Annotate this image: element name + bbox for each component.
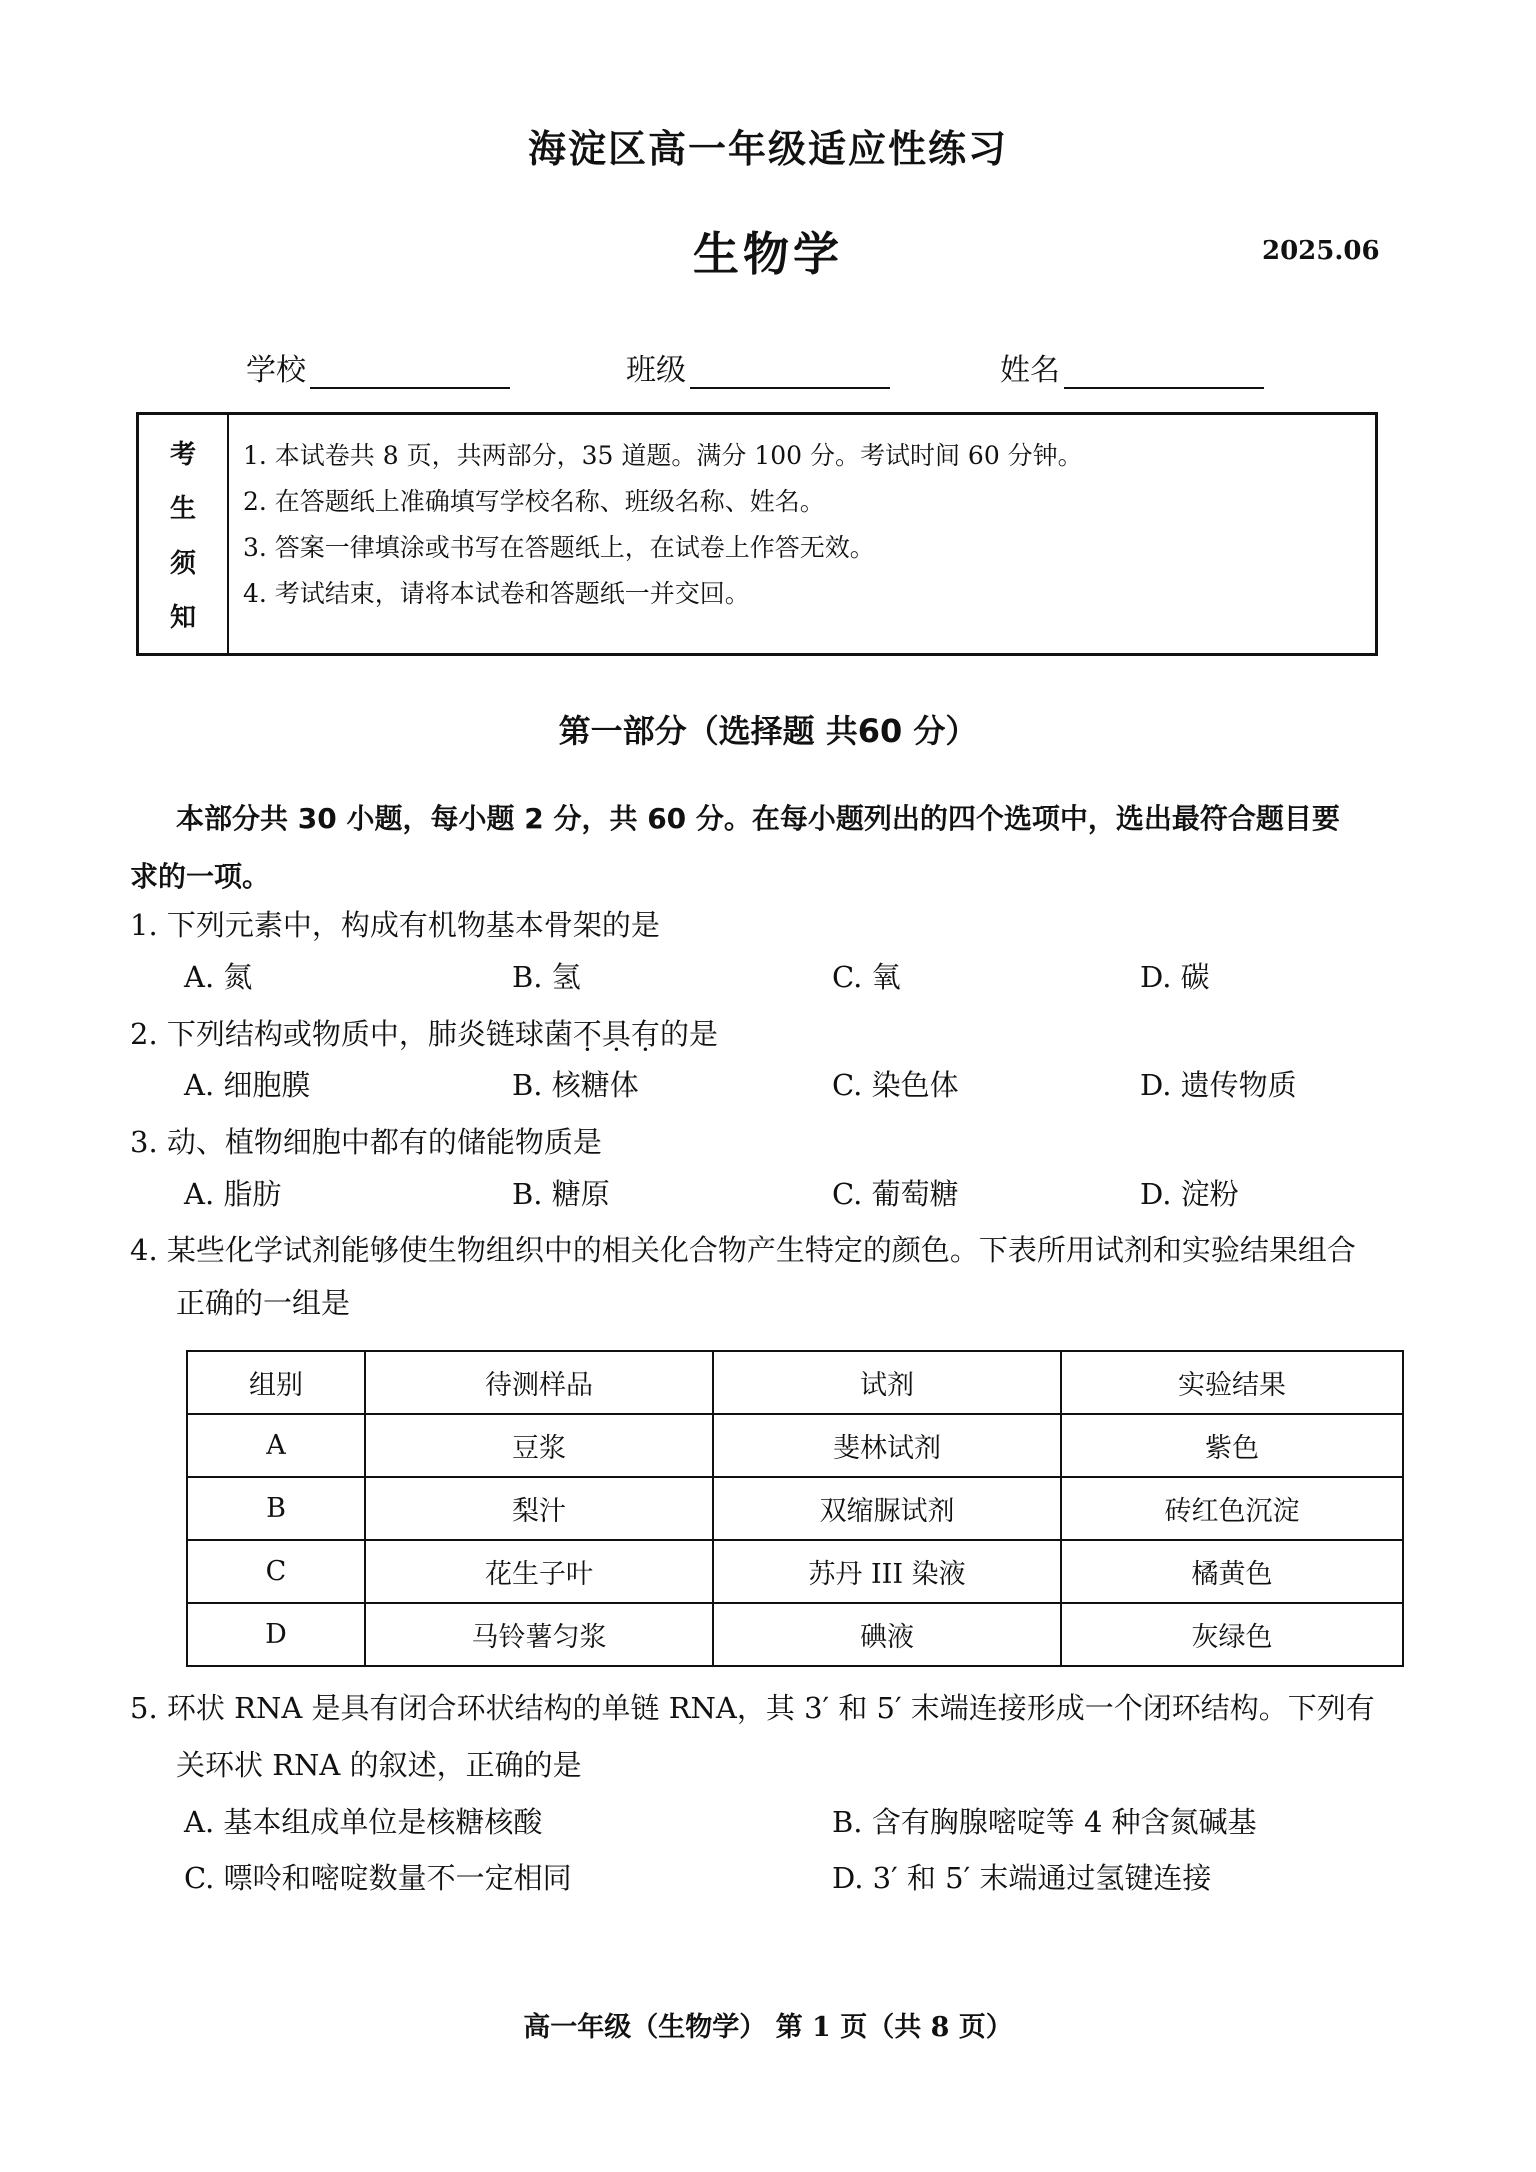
- table-cell: 苏丹 III 染液: [713, 1540, 1061, 1603]
- exam-title: 海淀区高一年级适应性练习: [527, 126, 1008, 171]
- q3-option-a[interactable]: A. 脂肪: [184, 1177, 282, 1211]
- table-cell: 豆浆: [365, 1414, 713, 1477]
- school-label: 学校: [246, 353, 306, 388]
- table-header-cell: 实验结果: [1061, 1351, 1403, 1414]
- question-1-stem: 1. 下列元素中，构成有机物基本骨架的是: [130, 908, 660, 942]
- table-cell: 双缩脲试剂: [713, 1477, 1061, 1540]
- q1-option-c[interactable]: C. 氧: [832, 960, 901, 994]
- table-cell: 砖红色沉淀: [1061, 1477, 1403, 1540]
- intro-line-2: 求的一项。: [130, 860, 271, 893]
- q5-option-a[interactable]: A. 基本组成单位是核糖核酸: [184, 1805, 543, 1839]
- q1-option-a[interactable]: A. 氮: [184, 960, 253, 994]
- notice-item: 1. 本试卷共 8 页，共两部分，35 道题。满分 100 分。考试时间 60 分钟。: [243, 441, 1083, 470]
- notice-item: 3. 答案一律填涂或书写在答题纸上，在试卷上作答无效。: [243, 533, 875, 562]
- q2-emphasis-char: 不: [572, 1017, 602, 1051]
- table-cell: D: [187, 1603, 365, 1666]
- school-blank[interactable]: [310, 357, 510, 389]
- class-blank[interactable]: [690, 357, 890, 389]
- table-cell: B: [187, 1477, 365, 1540]
- class-field[interactable]: [626, 345, 890, 389]
- q3-option-c[interactable]: C. 葡萄糖: [832, 1177, 959, 1211]
- section-intro: [130, 790, 1406, 906]
- q3-option-b[interactable]: B. 糖原: [512, 1177, 610, 1211]
- q5-stem-line-2: 关环状 RNA 的叙述，正确的是: [176, 1748, 582, 1782]
- question-5-stem: [130, 1686, 1420, 1784]
- subject-title: 生物学: [693, 227, 843, 281]
- table-cell: 紫色: [1061, 1414, 1403, 1477]
- table-cell: 花生子叶: [365, 1540, 713, 1603]
- notice-head-char: 知: [169, 603, 196, 634]
- name-label: 姓名: [1000, 353, 1060, 388]
- table-cell: 马铃薯匀浆: [365, 1603, 713, 1666]
- q2-option-c[interactable]: C. 染色体: [832, 1068, 959, 1102]
- table-header-row: [187, 1351, 1403, 1414]
- page-footer: 高一年级（生物学） 第 1 页（共 8 页）: [523, 2012, 1013, 2043]
- q4-stem-line-1: 4. 某些化学试剂能够使生物组织中的相关化合物产生特定的颜色。下表所用试剂和实验结果组合: [130, 1233, 1356, 1267]
- table-cell: 斐林试剂: [713, 1414, 1061, 1477]
- table-row: [187, 1477, 1403, 1540]
- notice-head-char: 生: [169, 494, 196, 525]
- name-field[interactable]: [1000, 345, 1264, 389]
- q5-option-b[interactable]: B. 含有胸腺嘧啶等 4 种含氮碱基: [832, 1805, 1257, 1839]
- q2-stem-pre: 2. 下列结构或物质中，肺炎链球菌: [130, 1017, 573, 1051]
- q4-stem-line-2: 正确的一组是: [176, 1286, 351, 1320]
- q2-stem-post: 的是: [659, 1017, 718, 1051]
- q3-option-d[interactable]: D. 淀粉: [1140, 1177, 1239, 1211]
- table-row: [187, 1603, 1403, 1666]
- table-row: [187, 1540, 1403, 1603]
- table-header-cell: 组别: [187, 1351, 365, 1414]
- question-3-stem: 3. 动、植物细胞中都有的储能物质是: [130, 1125, 602, 1159]
- table-cell: 碘液: [713, 1603, 1061, 1666]
- notice-list: [229, 415, 1083, 653]
- table-cell: C: [187, 1540, 365, 1603]
- exam-date: 2025.06: [1262, 236, 1380, 266]
- table-cell: 橘黄色: [1061, 1540, 1403, 1603]
- class-label: 班级: [626, 353, 686, 388]
- q2-emphasis-char: 具: [601, 1017, 631, 1051]
- exam-notice-box: [136, 412, 1378, 656]
- table-header-cell: 待测样品: [365, 1351, 713, 1414]
- table-row: [187, 1414, 1403, 1477]
- notice-head-char: 须: [169, 548, 196, 579]
- q2-option-d[interactable]: D. 遗传物质: [1140, 1068, 1297, 1102]
- notice-item: 4. 考试结束，请将本试卷和答题纸一并交回。: [243, 579, 750, 608]
- experiment-table: [186, 1350, 1404, 1667]
- q5-option-d[interactable]: D. 3′ 和 5′ 末端通过氢键连接: [832, 1861, 1212, 1895]
- notice-head-char: 考: [169, 439, 196, 470]
- q5-stem-line-1: 5. 环状 RNA 是具有闭合环状结构的单链 RNA，其 3′ 和 5′ 末端连接形成一个闭环结构。下列有: [130, 1691, 1375, 1725]
- question-2-stem: [130, 1012, 718, 1053]
- school-field[interactable]: [246, 345, 510, 389]
- notice-item: 2. 在答题纸上准确填写学校名称、班级名称、姓名。: [243, 487, 825, 516]
- q5-option-c[interactable]: C. 嘌呤和嘧啶数量不一定相同: [184, 1861, 572, 1895]
- table-cell: A: [187, 1414, 365, 1477]
- q1-option-b[interactable]: B. 氢: [512, 960, 581, 994]
- intro-line-1: 本部分共 30 小题，每小题 2 分，共 60 分。在每小题列出的四个选项中，选出最符合题目要: [176, 802, 1340, 835]
- question-4-stem: [130, 1228, 1420, 1322]
- q2-emphasis-char: 有: [630, 1017, 660, 1051]
- table-header-cell: 试剂: [713, 1351, 1061, 1414]
- table-cell: 梨汁: [365, 1477, 713, 1540]
- name-blank[interactable]: [1064, 357, 1264, 389]
- q1-option-d[interactable]: D. 碳: [1140, 960, 1210, 994]
- section-title: 第一部分（选择题 共60 分）: [558, 712, 978, 750]
- q2-option-b[interactable]: B. 核糖体: [512, 1068, 639, 1102]
- q2-option-a[interactable]: A. 细胞膜: [184, 1068, 311, 1102]
- table-cell: 灰绿色: [1061, 1603, 1403, 1666]
- notice-heading: [139, 415, 229, 653]
